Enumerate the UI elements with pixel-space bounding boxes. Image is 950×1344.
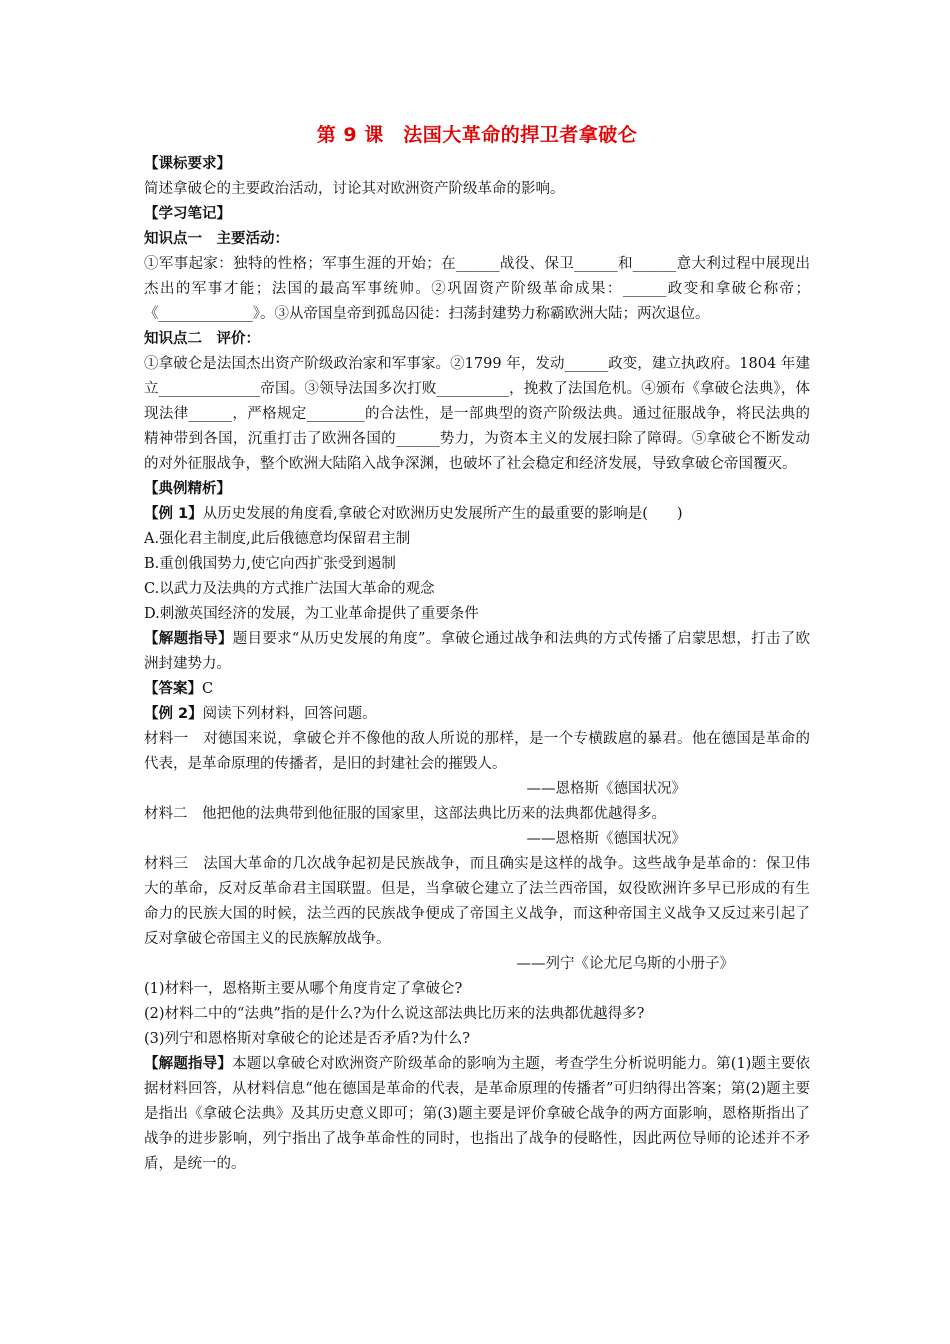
example-1-option-c: C.以武力及法典的方式推广法国大革命的观念 bbox=[144, 581, 435, 597]
example-1-option-a: A.强化君主制度,此后俄德意均保留君主制 bbox=[144, 531, 411, 547]
example-1-answer bbox=[144, 677, 810, 702]
document-page bbox=[144, 118, 810, 1177]
curriculum-text: 简述拿破仑的主要政治活动，讨论其对欧洲资产阶级革命的影响。 bbox=[144, 181, 565, 197]
material-2: 材料二 他把他的法典带到他征服的国家里，这部法典比历来的法典都优越得多。 bbox=[144, 806, 666, 822]
material-3: 材料三 法国大革命的几次战争起初是民族战争，而且确实是这样的战争。这些战争是革命的：保卫伟大的革命，反对反革命君主国联盟。但是，当拿破仑建立了法兰西帝国，奴役欧洲许多早已形成的有生命力的民族大国的时候，法兰西的民族战争便成了帝国主义战争，而这种帝国主义战争又反过来引起了反对拿破仑帝国主义的民族解放战争。 bbox=[144, 856, 810, 947]
knowledge-point-2-title: 知识点二 评价： bbox=[144, 331, 260, 347]
knowledge-point-2-text: ①拿破仑是法国杰出资产阶级政治家和军事家。②1799 年，发动______政变，建立执政府。1804 年建立______________帝国。③领导法国多次打败__________，挽救了法国危机。④颁布《拿破仑法典》，体现法律______，严格规定________的合法性，是一部典型的资产阶级法典。通过征服战争，将民法典的精神带到各国，沉重打击了欧洲各国的______势力，为资本主义的发展扫除了障碍。⑤拿破仑不断发动的对外征服战争，整个欧洲大陆陷入战争深渊，也破坏了社会稳定和经济发展，导致拿破仑帝国覆灭。 bbox=[144, 356, 810, 472]
section-heading-notes: 【学习笔记】 bbox=[144, 206, 231, 222]
example-1-question bbox=[144, 502, 810, 527]
example-1-guide bbox=[144, 627, 810, 677]
example-2-label: 【例 2】 bbox=[144, 706, 203, 722]
question-1: (1)材料一，恩格斯主要从哪个角度肯定了拿破仑? bbox=[144, 981, 463, 997]
knowledge-point-1-text: ①军事起家：独特的性格；军事生涯的开始；在______战役、保卫______和______意大利过程中展现出杰出的军事才能；法国的最高军事统帅。②巩固资产阶级革命成果：______政变和拿破仑称帝；《_____________》。③从帝国皇帝到孤岛囚徒：扫荡封建势力称霸欧洲大陆；两次退位。 bbox=[144, 256, 810, 322]
example-1-answer-value: C bbox=[202, 681, 214, 697]
section-heading-curriculum: 【课标要求】 bbox=[144, 156, 231, 172]
example-1-option-b: B.重创俄国势力,使它向西扩张受到遏制 bbox=[144, 556, 396, 572]
question-2: (2)材料二中的“法典”指的是什么?为什么说这部法典比历来的法典都优越得多? bbox=[144, 1006, 645, 1022]
example-2-guide bbox=[144, 1052, 810, 1177]
section-heading-examples: 【典例精析】 bbox=[144, 481, 231, 497]
material-3-source: ——列宁《论尤尼乌斯的小册子》 bbox=[516, 956, 734, 972]
material-2-source: ——恩格斯《德国状况》 bbox=[526, 831, 686, 847]
example-1-option-d: D.刺激英国经济的发展，为工业革命提供了重要条件 bbox=[144, 606, 479, 622]
example-1-label: 【例 1】 bbox=[144, 506, 203, 522]
material-1: 材料一 对德国来说，拿破仑并不像他的敌人所说的那样，是一个专横跋扈的暴君。他在德国是革命的代表，是革命原理的传播者，是旧的封建社会的摧毁人。 bbox=[144, 731, 810, 772]
example-2-text: 阅读下列材料，回答问题。 bbox=[202, 706, 377, 722]
example-1-text: 从历史发展的角度看,拿破仑对欧洲历史发展所产生的最重要的影响是( ) bbox=[202, 506, 683, 522]
example-1-guide-text: 题目要求“从历史发展的角度”。拿破仑通过战争和法典的方式传播了启蒙思想，打击了欧洲封建势力。 bbox=[144, 631, 811, 672]
example-2-guide-text: 本题以拿破仑对欧洲资产阶级革命的影响为主题，考查学生分析说明能力。第(1)题主要依据材料回答，从材料信息“他在德国是革命的代表，是革命原理的传播者”可归纳得出答案；第(2)题主要是指出《拿破仑法典》及其历史意义即可；第(3)题主要是评价拿破仑战争的两方面影响，恩格斯指出了战争的进步影响，列宁指出了战争革命性的同时，也指出了战争的侵略性，因此两位导师的论述并不矛盾，是统一的。 bbox=[144, 1056, 811, 1172]
knowledge-point-1-title: 知识点一 主要活动： bbox=[144, 231, 289, 247]
example-1-answer-label: 【答案】 bbox=[144, 681, 202, 697]
question-3: (3)列宁和恩格斯对拿破仑的论述是否矛盾?为什么? bbox=[144, 1031, 471, 1047]
example-2-guide-label: 【解题指导】 bbox=[144, 1056, 233, 1072]
material-1-source: ——恩格斯《德国状况》 bbox=[526, 781, 686, 797]
example-1-guide-label: 【解题指导】 bbox=[144, 631, 233, 647]
example-2-question bbox=[144, 702, 810, 727]
page-title: 第 9 课 法国大革命的捍卫者拿破仑 bbox=[316, 124, 638, 146]
